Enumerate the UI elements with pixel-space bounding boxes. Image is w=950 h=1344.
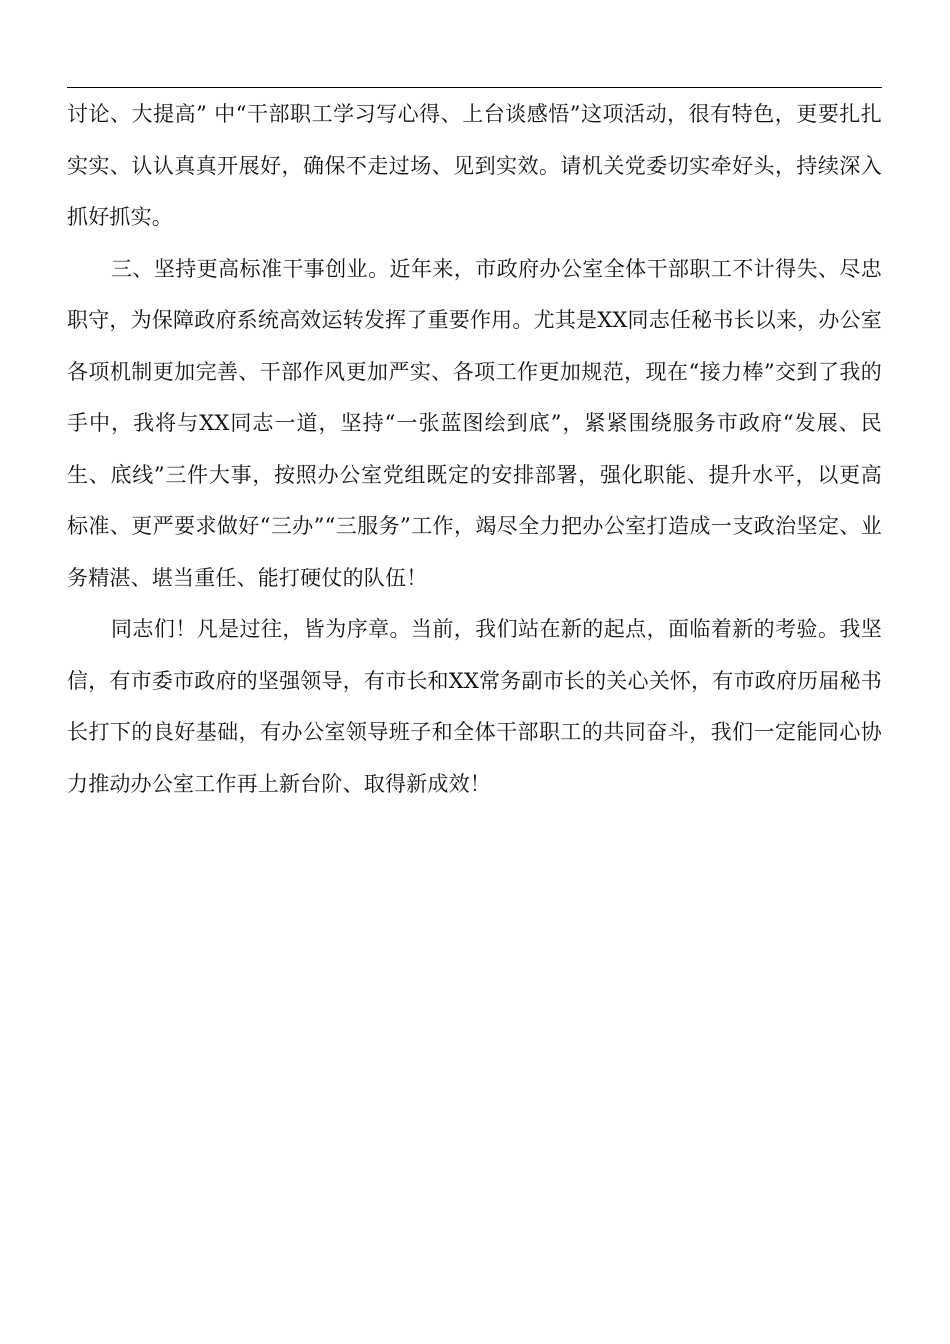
header-rule [67, 87, 882, 88]
paragraph-closing: 同志们！凡是过往，皆为序章。当前，我们站在新的起点，面临着新的考验。我坚信，有市委市政府的坚强领导，有市长和XX常务副市长的关心关怀，有市政府历届秘书长打下的良好基础，有办公室领导班子和全体干部职工的共同奋斗，我们一定能同心协力推动办公室工作再上新台阶、取得新成效！ [67, 617, 882, 796]
document-body [67, 89, 882, 810]
paragraph-section-three: 三、坚持更高标准干事创业。近年来，市政府办公室全体干部职工不计得失、尽忠职守，为保障政府系统高效运转发挥了重要作用。尤其是XX同志任秘书长以来，办公室各项机制更加完善、干部作风更加严实、各项工作更加规范，现在“接力棒”交到了我的手中，我将与XX同志一道，坚持“一张蓝图绘到底”，紧紧围绕服务市政府“发展、民生、底线”三件大事，按照办公室党组既定的安排部署，强化职能、提升水平，以更高标准、更严要求做好“三办”“三服务”工作，竭尽全力把办公室打造成一支政治坚定、业务精湛、堪当重任、能打硬仗的队伍！ [67, 256, 882, 590]
paragraph-continuation: 讨论、大提高” 中“干部职工学习写心得、上台谈感悟”这项活动，很有特色，更要扎扎实实、认认真真开展好，确保不走过场、见到实效。请机关党委切实牵好头，持续深入抓好抓实。 [67, 102, 882, 229]
